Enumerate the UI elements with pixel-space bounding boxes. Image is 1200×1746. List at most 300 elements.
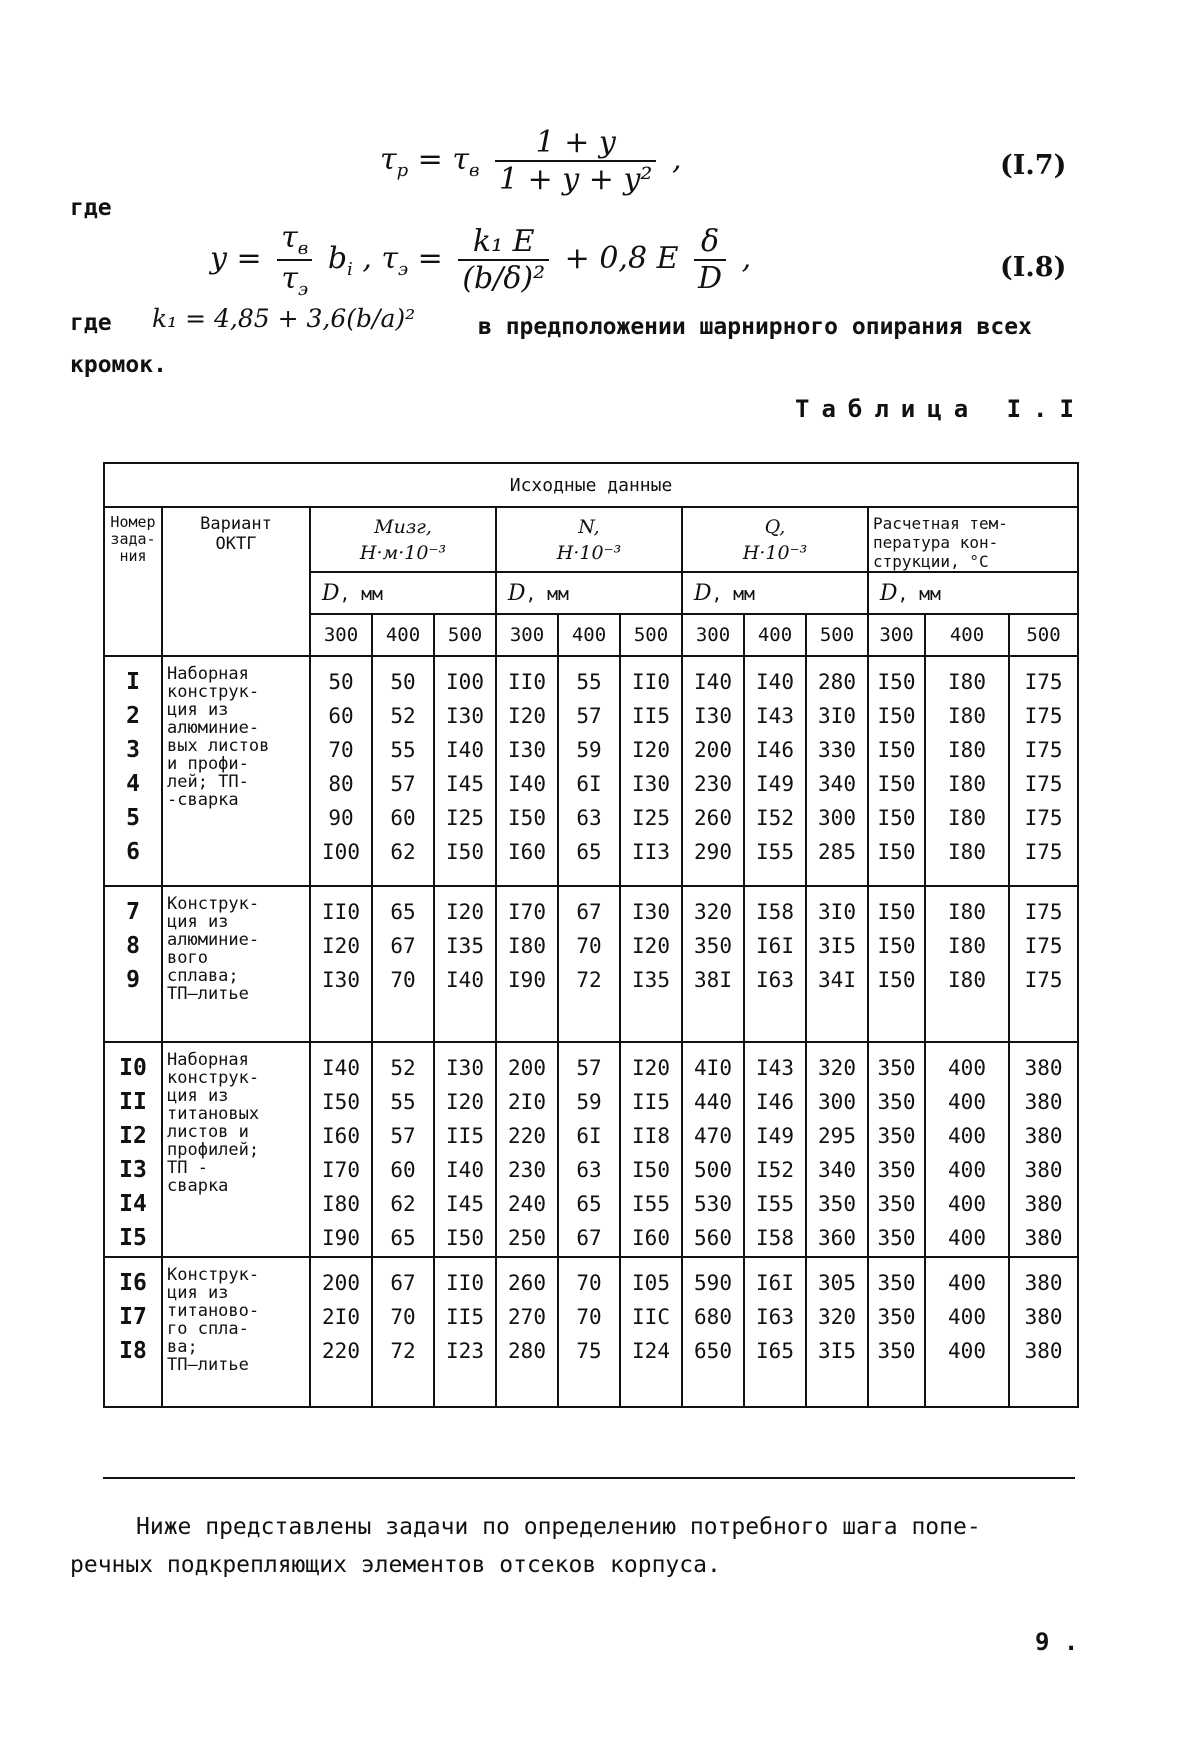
variant-line: ва; xyxy=(167,1337,198,1357)
value-column xyxy=(496,1042,558,1257)
table-cell: 34I xyxy=(818,968,856,992)
variant-line: сплава; xyxy=(167,966,239,986)
value-column xyxy=(310,1257,372,1407)
table-cell: 380 xyxy=(1024,1158,1063,1182)
table-cell: 350 xyxy=(818,1192,856,1216)
table-cell: I20 xyxy=(322,934,360,958)
value-column xyxy=(806,886,868,1042)
table-cell: II0 xyxy=(446,1271,484,1295)
table-cell: I50 xyxy=(877,772,916,796)
task-number: 6 xyxy=(126,839,140,865)
table-cell: 70 xyxy=(390,1305,416,1329)
table-cell: I50 xyxy=(877,934,916,958)
value-column xyxy=(868,1257,925,1407)
table-cell: 200 xyxy=(694,738,732,762)
table-cell: I50 xyxy=(877,806,916,830)
task-number: I0 xyxy=(119,1055,147,1081)
diameter-value: 400 xyxy=(558,614,620,656)
table-cell: 320 xyxy=(818,1305,856,1329)
table-cell: II0 xyxy=(632,670,670,694)
table-group-row xyxy=(104,1042,1078,1257)
table-cell: 90 xyxy=(328,806,354,830)
table-cell: 6I xyxy=(576,1124,602,1148)
k-formula: k₁ = 4,85 + 3,6(b/a)² xyxy=(152,304,416,333)
table-cell: 350 xyxy=(877,1271,916,1295)
table-cell: 65 xyxy=(576,840,602,864)
fraction: $\frac{1 + y}{\text{1 + y + y²}}$ xyxy=(495,125,656,197)
value-column xyxy=(434,656,496,886)
value-column xyxy=(682,1042,744,1257)
value-column xyxy=(558,656,620,886)
table-cell: I80 xyxy=(508,934,546,958)
col-header-temperature: Расчетная тем- пература кон- струкции, °С xyxy=(868,507,1078,572)
k-formula-text: в предположении шарнирного опирания всех xyxy=(478,314,1032,340)
task-numbers xyxy=(104,1257,162,1407)
table-cell: 200 xyxy=(322,1271,360,1295)
table-cell: I50 xyxy=(877,670,916,694)
table-cell: 400 xyxy=(948,1056,986,1080)
k-formula-text-cont: кромок. xyxy=(70,352,167,378)
table-cell: I49 xyxy=(756,1124,794,1148)
table-cell: 380 xyxy=(1024,1226,1063,1250)
table-cell: 320 xyxy=(694,900,732,924)
task-number: 3 xyxy=(126,737,140,763)
table-cell: 400 xyxy=(948,1192,986,1216)
table-cell: I23 xyxy=(446,1339,484,1363)
table-cell: I40 xyxy=(508,772,546,796)
variant-line: ция из xyxy=(167,700,229,720)
value-column xyxy=(496,1257,558,1407)
task-number: I2 xyxy=(119,1123,147,1149)
variant-line: ТП - xyxy=(167,1158,208,1178)
table-cell: 380 xyxy=(1024,1124,1063,1148)
variant-line: алюминие- xyxy=(167,718,260,738)
footer-line: Ниже представлены задачи по определению потребного шага попе- xyxy=(136,1514,981,1540)
value-column xyxy=(620,1257,682,1407)
table-cell: 70 xyxy=(576,1271,602,1295)
table-cell: I40 xyxy=(322,1056,360,1080)
table-cell: 38I xyxy=(694,968,732,992)
table-cell: 590 xyxy=(694,1271,732,1295)
table-cell: 50 xyxy=(328,670,354,694)
value-column xyxy=(434,1042,496,1257)
table-cell: 57 xyxy=(576,1056,602,1080)
variant-description xyxy=(162,886,310,1042)
value-column xyxy=(372,1042,434,1257)
table-cell: 65 xyxy=(390,1226,416,1250)
value-column xyxy=(744,886,806,1042)
table-cell: I55 xyxy=(756,1192,794,1216)
variant-description xyxy=(162,656,310,886)
table-cell: II3 xyxy=(632,840,670,864)
table-cell: 350 xyxy=(877,1305,916,1329)
table-cell: I70 xyxy=(322,1158,360,1182)
table-cell: 300 xyxy=(818,1090,856,1114)
table-cell: 530 xyxy=(694,1192,732,1216)
diameter-header: D, мм xyxy=(310,572,496,614)
table-cell: I75 xyxy=(1024,738,1063,762)
variant-line: Конструк- xyxy=(167,1265,260,1285)
formula-1-8: y = $\frac{\tau_в}{\tau_э}$ $b_i$ , $\tau_э$ = $\frac{\text{k₁ E}}{\text{(b/δ)²}}$ + 0,8 E $\frac{\delta}{D}$ , xyxy=(210,220,752,300)
diameter-value: 400 xyxy=(744,614,806,656)
table-cell: 350 xyxy=(694,934,732,958)
value-column xyxy=(682,886,744,1042)
variant-line: -сварка xyxy=(167,790,239,810)
table-cell: 4I0 xyxy=(694,1056,732,1080)
table-cell: I75 xyxy=(1024,840,1063,864)
task-number: I8 xyxy=(119,1338,147,1364)
table-cell: I52 xyxy=(756,806,794,830)
value-column xyxy=(310,656,372,886)
table-cell: 260 xyxy=(508,1271,546,1295)
table-cell: 230 xyxy=(694,772,732,796)
diameter-value: 500 xyxy=(620,614,682,656)
diameter-value: 300 xyxy=(682,614,744,656)
table-cell: 270 xyxy=(508,1305,546,1329)
table-cell: 230 xyxy=(508,1158,546,1182)
variant-line: лей; ТП- xyxy=(167,772,249,792)
value-column xyxy=(372,656,434,886)
task-number: I5 xyxy=(119,1225,147,1251)
diameter-value: 400 xyxy=(925,614,1009,656)
variant-line: листов и xyxy=(167,1122,249,1142)
task-number: 2 xyxy=(126,703,140,729)
table-cell: I43 xyxy=(756,1056,794,1080)
table-cell: I60 xyxy=(632,1226,670,1250)
table-cell: 380 xyxy=(1024,1305,1063,1329)
table-bottom-rule xyxy=(103,1477,1075,1479)
table-cell: 300 xyxy=(818,806,856,830)
table-cell: I00 xyxy=(322,840,360,864)
table-cell: 350 xyxy=(877,1090,916,1114)
table-cell: I30 xyxy=(446,704,484,728)
value-column xyxy=(682,1257,744,1407)
table-cell: IIC xyxy=(632,1305,670,1329)
value-column xyxy=(310,1042,372,1257)
formula-1-7: $\tau_p = \tau_в$ $\frac{1 + y}{\text{1 + y + y²}}$ , xyxy=(380,125,682,197)
table-cell: I50 xyxy=(632,1158,670,1182)
variant-line: сварка xyxy=(167,1176,229,1196)
task-number: 4 xyxy=(126,771,140,797)
table-cell: 70 xyxy=(328,738,354,762)
variant-line: ция из xyxy=(167,912,229,932)
table-cell: 280 xyxy=(818,670,856,694)
table-cell: 380 xyxy=(1024,1056,1063,1080)
table-cell: I75 xyxy=(1024,704,1063,728)
table-cell: II5 xyxy=(632,704,670,728)
variant-line: алюминие- xyxy=(167,930,260,950)
task-number: I4 xyxy=(119,1191,147,1217)
table-cell: 240 xyxy=(508,1192,546,1216)
value-column xyxy=(1009,656,1078,886)
table-cell: 70 xyxy=(390,968,416,992)
diameter-value: 400 xyxy=(372,614,434,656)
col-header-number: Номер зада- ния xyxy=(104,507,162,656)
table-cell: I60 xyxy=(508,840,546,864)
diameter-header: D, мм xyxy=(496,572,682,614)
value-column xyxy=(744,1257,806,1407)
variant-line: Наборная xyxy=(167,664,249,684)
value-column xyxy=(744,656,806,886)
table-cell: I63 xyxy=(756,1305,794,1329)
variant-line: и профи- xyxy=(167,754,249,774)
table-cell: I40 xyxy=(446,968,484,992)
table-cell: 470 xyxy=(694,1124,732,1148)
where-label: где xyxy=(70,310,112,336)
table-cell: 60 xyxy=(328,704,354,728)
diameter-value: 500 xyxy=(806,614,868,656)
table-cell: I80 xyxy=(948,772,986,796)
task-number: I6 xyxy=(119,1270,147,1296)
table-cell: I80 xyxy=(948,840,986,864)
task-number: I3 xyxy=(119,1157,147,1183)
table-cell: 400 xyxy=(948,1271,986,1295)
table-cell: I49 xyxy=(756,772,794,796)
table-cell: 67 xyxy=(576,1226,602,1250)
table-cell: 55 xyxy=(390,1090,416,1114)
variant-line: ция из xyxy=(167,1283,229,1303)
table-cell: 3I0 xyxy=(818,704,856,728)
table-cell: 400 xyxy=(948,1090,986,1114)
table-cell: 260 xyxy=(694,806,732,830)
table-cell: I35 xyxy=(446,934,484,958)
value-column xyxy=(558,1257,620,1407)
task-number: I xyxy=(126,669,140,695)
table-cell: 52 xyxy=(390,1056,416,1080)
diameter-header: D, мм xyxy=(868,572,1078,614)
table-cell: 2I0 xyxy=(508,1090,546,1114)
table-cell: 3I5 xyxy=(818,934,856,958)
table-cell: I25 xyxy=(446,806,484,830)
table-cell: I50 xyxy=(877,968,916,992)
table-cell: I60 xyxy=(322,1124,360,1148)
table-cell: 350 xyxy=(877,1192,916,1216)
table-cell: I30 xyxy=(632,772,670,796)
table-cell: 360 xyxy=(818,1226,856,1250)
value-column xyxy=(806,1042,868,1257)
variant-line: конструк- xyxy=(167,682,260,702)
value-column xyxy=(558,886,620,1042)
table-cell: I30 xyxy=(322,968,360,992)
table-cell: I45 xyxy=(446,772,484,796)
table-cell: 200 xyxy=(508,1056,546,1080)
table-cell: 63 xyxy=(576,806,602,830)
value-column xyxy=(620,656,682,886)
table-cell: I75 xyxy=(1024,670,1063,694)
table-cell: 560 xyxy=(694,1226,732,1250)
table-cell: I63 xyxy=(756,968,794,992)
variant-line: вых листов xyxy=(167,736,270,756)
table-cell: 60 xyxy=(390,1158,416,1182)
table-cell: I80 xyxy=(322,1192,360,1216)
table-cell: II5 xyxy=(446,1124,484,1148)
value-column xyxy=(925,886,1009,1042)
table-cell: 67 xyxy=(576,900,602,924)
table-cell: I55 xyxy=(632,1192,670,1216)
table-cell: 55 xyxy=(390,738,416,762)
table-cell: 220 xyxy=(508,1124,546,1148)
table-cell: 67 xyxy=(390,934,416,958)
table-cell: I00 xyxy=(446,670,484,694)
table-cell: I30 xyxy=(694,704,732,728)
table-cell: I45 xyxy=(446,1192,484,1216)
value-column xyxy=(434,1257,496,1407)
table-group-row xyxy=(104,656,1078,886)
table-cell: I40 xyxy=(756,670,794,694)
table-cell: I40 xyxy=(446,1158,484,1182)
table-cell: I20 xyxy=(446,900,484,924)
table-cell: I35 xyxy=(632,968,670,992)
table-cell: 400 xyxy=(948,1226,986,1250)
table-cell: II8 xyxy=(632,1124,670,1148)
table-cell: I25 xyxy=(632,806,670,830)
table-cell: I75 xyxy=(1024,900,1063,924)
value-column xyxy=(925,656,1009,886)
table-cell: I20 xyxy=(632,738,670,762)
table-cell: I70 xyxy=(508,900,546,924)
table-cell: I24 xyxy=(632,1339,670,1363)
table-cell: I58 xyxy=(756,900,794,924)
table-cell: 280 xyxy=(508,1339,546,1363)
value-column xyxy=(558,1042,620,1257)
table-cell: 250 xyxy=(508,1226,546,1250)
table-cell: I20 xyxy=(446,1090,484,1114)
value-column xyxy=(310,886,372,1042)
table-cell: 340 xyxy=(818,1158,856,1182)
table-cell: I75 xyxy=(1024,934,1063,958)
table-cell: 59 xyxy=(576,738,602,762)
task-number: 9 xyxy=(126,967,140,993)
value-column xyxy=(1009,1257,1078,1407)
variant-line: го спла- xyxy=(167,1319,249,1339)
table-cell: I80 xyxy=(948,806,986,830)
task-number: 8 xyxy=(126,933,140,959)
table-cell: I40 xyxy=(694,670,732,694)
table-cell: I80 xyxy=(948,900,986,924)
table-cell: 400 xyxy=(948,1305,986,1329)
table-cell: 350 xyxy=(877,1056,916,1080)
table-cell: 680 xyxy=(694,1305,732,1329)
table-cell: 6I xyxy=(576,772,602,796)
table-cell: I52 xyxy=(756,1158,794,1182)
variant-description xyxy=(162,1257,310,1407)
table-cell: 3I0 xyxy=(818,900,856,924)
group-header: Исходные данные xyxy=(104,463,1078,507)
task-numbers xyxy=(104,656,162,886)
table-cell: II0 xyxy=(322,900,360,924)
value-column xyxy=(620,1042,682,1257)
table-cell: I75 xyxy=(1024,806,1063,830)
variant-line: конструк- xyxy=(167,1068,260,1088)
table-cell: 65 xyxy=(390,900,416,924)
variant-line: ТП—литье xyxy=(167,984,249,1004)
variant-description xyxy=(162,1042,310,1257)
variant-line: Конструк- xyxy=(167,894,260,914)
table-cell: I80 xyxy=(948,670,986,694)
table-cell: 330 xyxy=(818,738,856,762)
table-cell: I50 xyxy=(508,806,546,830)
col-header-normal-force: N, Н·10⁻³ xyxy=(496,507,682,572)
page-number: 9 . xyxy=(1035,1628,1079,1656)
table-cell: 62 xyxy=(390,840,416,864)
table-cell: I30 xyxy=(508,738,546,762)
variant-line: профилей; xyxy=(167,1140,260,1160)
table-cell: I80 xyxy=(948,968,986,992)
col-header-variant: Вариант ОКТГ xyxy=(162,507,310,656)
value-column xyxy=(868,886,925,1042)
task-number: II xyxy=(119,1089,147,1115)
value-column xyxy=(744,1042,806,1257)
diameter-header: D, мм xyxy=(682,572,868,614)
table-cell: I05 xyxy=(632,1271,670,1295)
value-column xyxy=(434,886,496,1042)
variant-line: ция из xyxy=(167,1086,229,1106)
table-cell: I43 xyxy=(756,704,794,728)
task-numbers xyxy=(104,1042,162,1257)
table-cell: 55 xyxy=(576,670,602,694)
task-number: 7 xyxy=(126,899,140,925)
table-cell: 59 xyxy=(576,1090,602,1114)
table-cell: I20 xyxy=(632,1056,670,1080)
variant-line: вого xyxy=(167,948,208,968)
value-column xyxy=(1009,1042,1078,1257)
table-cell: 295 xyxy=(818,1124,856,1148)
table-cell: I46 xyxy=(756,1090,794,1114)
table-cell: 350 xyxy=(877,1124,916,1148)
table-cell: 65 xyxy=(576,1192,602,1216)
table-cell: 72 xyxy=(390,1339,416,1363)
table-cell: 440 xyxy=(694,1090,732,1114)
table-cell: 3I5 xyxy=(818,1339,856,1363)
task-numbers xyxy=(104,886,162,1042)
table-cell: 350 xyxy=(877,1158,916,1182)
table-cell: 70 xyxy=(576,1305,602,1329)
col-header-shear-force: Q, Н·10⁻³ xyxy=(682,507,868,572)
table-cell: I40 xyxy=(446,738,484,762)
task-number: I7 xyxy=(119,1304,147,1330)
value-column xyxy=(496,656,558,886)
table-cell: I30 xyxy=(446,1056,484,1080)
value-column xyxy=(925,1257,1009,1407)
value-column xyxy=(868,656,925,886)
table-cell: 400 xyxy=(948,1339,986,1363)
value-column xyxy=(620,886,682,1042)
table-cell: 400 xyxy=(948,1158,986,1182)
equation-number: (I.7) xyxy=(1000,150,1067,181)
table-cell: I58 xyxy=(756,1226,794,1250)
table-cell: 63 xyxy=(576,1158,602,1182)
table-cell: I90 xyxy=(322,1226,360,1250)
table-cell: 72 xyxy=(576,968,602,992)
table-cell: 220 xyxy=(322,1339,360,1363)
table-cell: 380 xyxy=(1024,1271,1063,1295)
value-column xyxy=(1009,886,1078,1042)
table-cell: I50 xyxy=(877,900,916,924)
table-cell: 70 xyxy=(576,934,602,958)
table-cell: 400 xyxy=(948,1124,986,1148)
variant-line: титаново- xyxy=(167,1301,260,1321)
footer-line: речных подкрепляющих элементов отсеков корпуса. xyxy=(70,1552,721,1578)
table-group-row xyxy=(104,1257,1078,1407)
table-cell: 2I0 xyxy=(322,1305,360,1329)
table-cell: I6I xyxy=(756,1271,794,1295)
variant-line: Наборная xyxy=(167,1050,249,1070)
variant-line: ТП—литье xyxy=(167,1355,249,1375)
table-cell: I80 xyxy=(948,934,986,958)
where-label: где xyxy=(70,195,112,221)
table-cell: I80 xyxy=(948,738,986,762)
table-cell: 50 xyxy=(390,670,416,694)
